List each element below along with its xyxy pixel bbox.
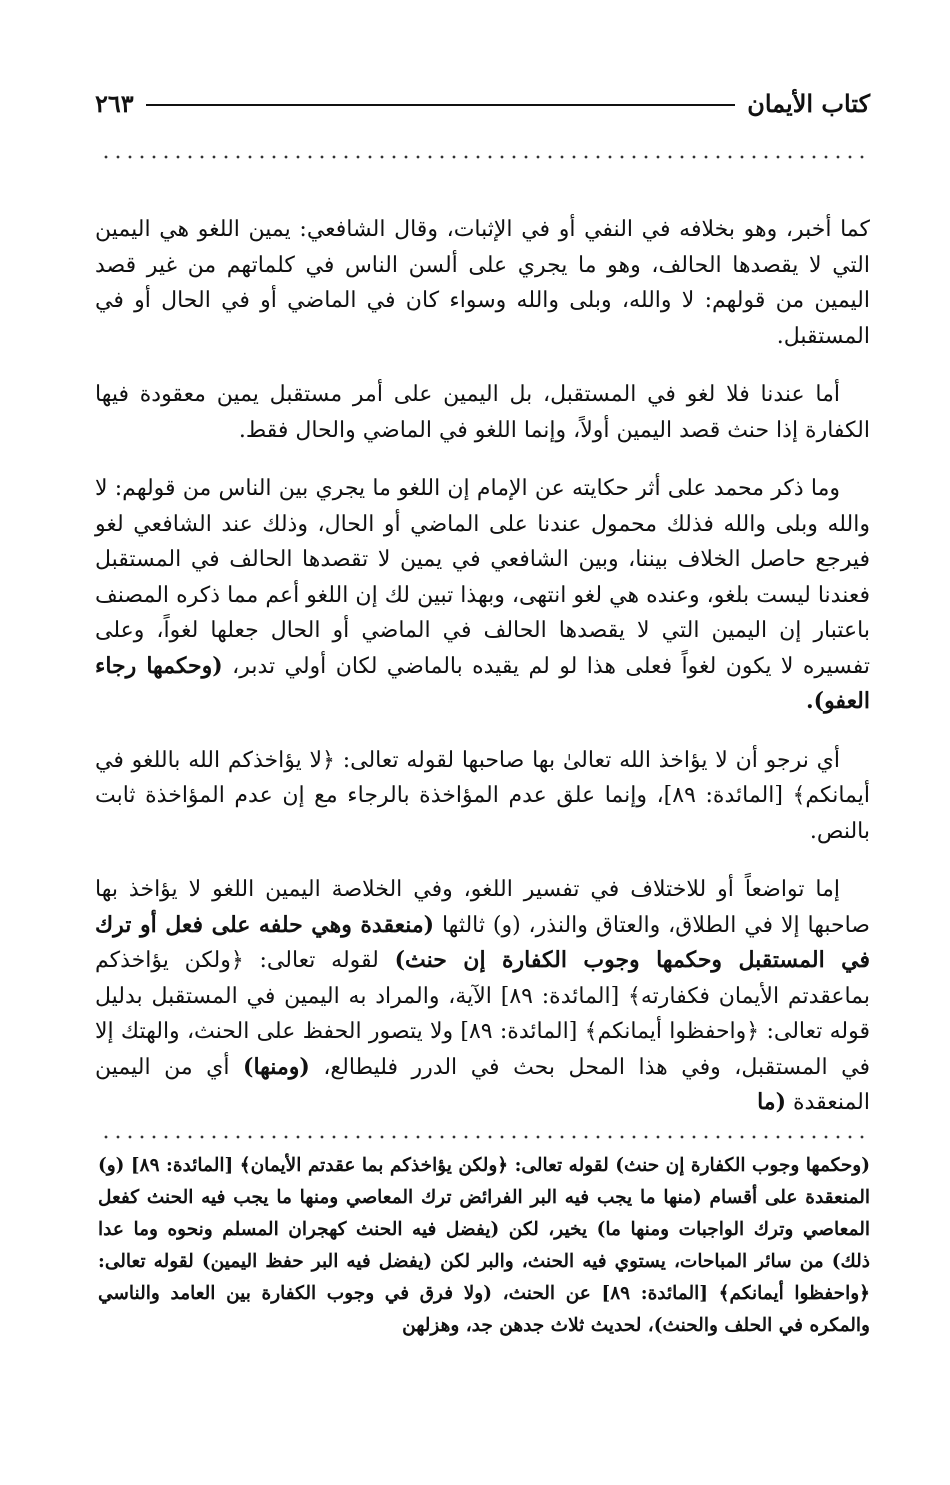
paragraph [95,872,870,1121]
paragraph: أي نرجو أن لا يؤاخذ الله تعالىٰ بها صاحبها لقوله تعالى: ﴿لا يؤاخذكم الله باللغو في أيمانكم﴾ [المائدة: ٨٩]، وإنما علق عدم المؤاخذة بالرجاء مع إن عدم المؤاخذة ثابت بالنص. [95,747,870,844]
bold-phrase: (وحكمها رجاء العفو). [95,652,870,714]
paragraph-text: إما تواضعاً أو للاختلاف في تفسير اللغو، وفي الخلاصة اليمين اللغو لا يؤاخذ بها صاحبها إلا في الطلاق، والعتاق والنذر، (و) ثالثها [95,877,870,938]
bold-phrase: (منعقدة وهي حلفه على فعل أو ترك في المستقبل وحكمها وجوب الكفارة إن حنث) [95,911,870,973]
paragraph: كما أخبر، وهو بخلافه في النفي أو في الإثبات، وقال الشافعي: يمين اللغو هي اليمين التي لا يقصدها الحالف، وهو ما يجري على ألسن الناس في كلماتهم من غير قصد اليمين من قولهم: لا والله، وبلى والله وسواء كان في الماضي أو في الحال أو في المستقبل. [95,217,870,349]
paragraph-text: لقوله تعالى: ﴿ولكن يؤاخذكم بماعقدتم الأيمان فكفارته﴾ [المائدة: ٨٩] الآية، والمراد به اليمين في المستقبل بدليل قوله تعالى: ﴿واحفظوا أيمانكم﴾ [المائدة: ٨٩] ولا يتصور الحفظ على الحنث، والهتك إلا في المستقبل، وفي هذا المحل بحث في الدرر فليطالع، [95,948,871,1080]
paragraph-text: أي من اليمين المنعقدة [95,1054,870,1115]
bold-phrase: (ومنها) [243,1053,310,1080]
paragraph [95,471,870,720]
page-header [95,85,870,121]
paragraph: أما عندنا فلا لغو في المستقبل، بل اليمين على أمر مستقبل يمين معقودة فيها الكفارة إذا حنث قصد اليمين أولاً، وإنما اللغو في الماضي والحال فقط. [95,382,870,443]
footnote-paragraph: (وحكمها وجوب الكفارة إن حنث) لقوله تعالى: ﴿ولكن يؤاخذكم بما عقدتم الأيمان﴾ [المائدة: ٨٩] (و) المنعقدة على أقسام (منها ما يجب فيه البر الفرائض ترك المعاصي ومنها ما يجب فيه الحنث كفعل المعاصي وترك الواجبات ومنها ما) يخير، لكن (يفضل فيه الحنث كهجران المسلم ونحوه وما عدا ذلك) من سائر المباحات، يستوي فيه الحنث، والبر لكن (يفضل فيه البر حفظ اليمين) لقوله تعالى: ﴿واحفظوا أيمانكم﴾ [المائدة: ٨٩] عن الحنث، (ولا فرق في وجوب الكفارة بين العامد والناسي والمكره في الحلف والحنث)، لحديث ثلاث جدهن جد، وهزلهن [98,1155,870,1336]
dotted-separator-footnote [100,1134,870,1140]
main-text [95,212,870,1144]
footnote-text [98,1150,870,1342]
dotted-separator-top [100,154,870,160]
paragraph-text: وما ذكر محمد على أثر حكايته عن الإمام إن اللغو ما يجري بين الناس من قولهم: لا والله وبلى والله فذلك محمول عندنا على الماضي أو الحال، وذلك عند الشافعي لغو فيرجع حاصل الخلاف بيننا، وبين الشافعي في يمين لا تقصدها الحالف في المستقبل فعندنا ليست بلغو، وعنده هي لغو انتهى، وبهذا تبين لك إن اللغو أعم مما ذكره المصنف باعتبار إن اليمين التي لا يقصدها الحالف في الماضي أو الحال جعلها لغواً، وعلى تفسيره لا يكون لغواً فعلى هذا لو لم يقيده بالماضي لكان أولي تدبر، [95,476,871,679]
running-title: كتاب الأيمان [747,88,870,118]
page-number: ٢٦٣ [95,88,134,118]
header-rule [146,104,736,106]
bold-phrase: (ما [757,1089,786,1115]
